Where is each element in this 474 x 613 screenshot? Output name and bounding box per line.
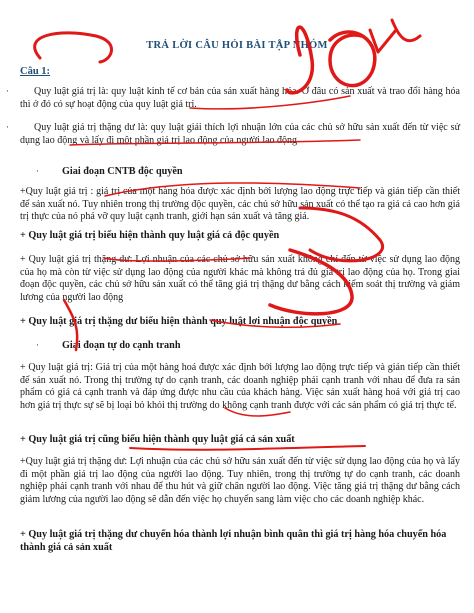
- stage1-heading-2: + Quy luật giá trị biểu hiện thành quy luật giá cả độc quyền: [20, 230, 280, 241]
- stage1-heading-3: + Quy luật giá trị thặng dư biểu hiện thành quy luật lợi nhuận độc quyền: [20, 316, 338, 327]
- stage2-heading-3: + Quy luật giá trị thặng dư chuyển hóa thành lợi nhuận bình quân thì giá trị hàng hóa chuyển hóa thành giá cả sản xuất: [20, 529, 447, 553]
- stage2-paragraph-2: +Quy luật giá trị thặng dư: Lợi nhuận của các chủ sở hữu sản xuất đến từ việc sử dụng lao động của họ và lấy đi một phần giá trị lao động của người lao động. Tuy nhiên, trong thị trường tự do cạnh tranh, các doanh nghiệp phải cạnh tranh với nhau để thu hút và giữ chân người lao động. Việc tăng giá trị thặng dư bằng cách giảm lương của người lao động sẽ dẫn đến việc họ chuyển sang làm việc cho các doanh nghiệp khác.: [20, 456, 460, 505]
- document-title: TRẢ LỜI CÂU HỎI BÀI TẬP NHÓM: [146, 40, 328, 51]
- bullet-marker: ·: [36, 340, 39, 350]
- intro-paragraph-2: Quy luật giá trị thặng dư là: quy luật giải thích lợi nhuận lớn của các chủ sở hữu sản xuất đến từ việc sử dụng lao động và lấy đi một phần giá trị lao động của người lao động: [20, 122, 460, 146]
- ink-annotation-text: 10: [318, 80, 319, 81]
- bullet-marker: ·: [36, 166, 39, 176]
- stage2-heading: Giai đoạn tự do cạnh tranh: [62, 340, 181, 351]
- stage2-heading-2: + Quy luật giá trị cũng biểu hiện thành quy luật giá cả sản xuất: [20, 434, 295, 445]
- stage1-paragraph-2: + Quy luật giá trị thặng dư: Lợi nhuận của các chủ sở hữu sản xuất không chỉ đến từ việc sử dụng lao động của họ mà còn từ việc sử dụng lao động của người khác mà không trả đủ giá trị lao động của họ. Trong giai đoạn độc quyền, các chủ sở hữu sản xuất có thể tăng giá trị thặng dư bằng cách kiểm soát thị trường và giảm lương của người lao động: [20, 254, 460, 303]
- stage2-paragraph-1: + Quy luật giá trị: Giá trị của một hàng hoá được xác định bởi lượng lao động trực tiếp và gián tiếp cần thiết để sản xuất nó. Trong thị trường tự do cạnh tranh, các doanh nghiệp phải cạnh tranh với nhau để đưa ra sản phẩm có giá cả cạnh tranh và đáp ứng được nhu cầu của khách hàng. Việc sản xuất hàng hoá với giá trị cao hơn giá trị thực sự sẽ bị loại bỏ khỏi thị trường do không cạnh tranh được với các sản phẩm có giá trị thực tế.: [20, 362, 460, 411]
- question-label: Câu 1:: [20, 66, 51, 77]
- stage1-heading: Giai đoạn CNTB độc quyền: [62, 166, 183, 177]
- stage1-paragraph-1: +Quy luật giá trị : giá trị của một hàng hóa được xác định bởi lượng lao động trực tiếp và gián tiếp cần thiết để sản xuất nó. Tuy nhiên trong thị trường độc quyền, các chủ sở hữu sản xuất có thể tạo ra giá cả cao hơn giá trị thực của nó phá vỡ quy luật cạnh tranh, giới hạn sản xuất và tăng giá.: [20, 186, 460, 223]
- intro-paragraph-1: Quy luật giá trị là: quy luật kinh tế cơ bản của sản xuất hàng hóa. Ở đâu có sản xuất và trao đổi hàng hóa thì ở đó có sự hoạt động của quy luật giá trị.: [20, 86, 460, 110]
- bullet-marker: ·: [6, 86, 9, 96]
- bullet-marker: ·: [6, 122, 9, 132]
